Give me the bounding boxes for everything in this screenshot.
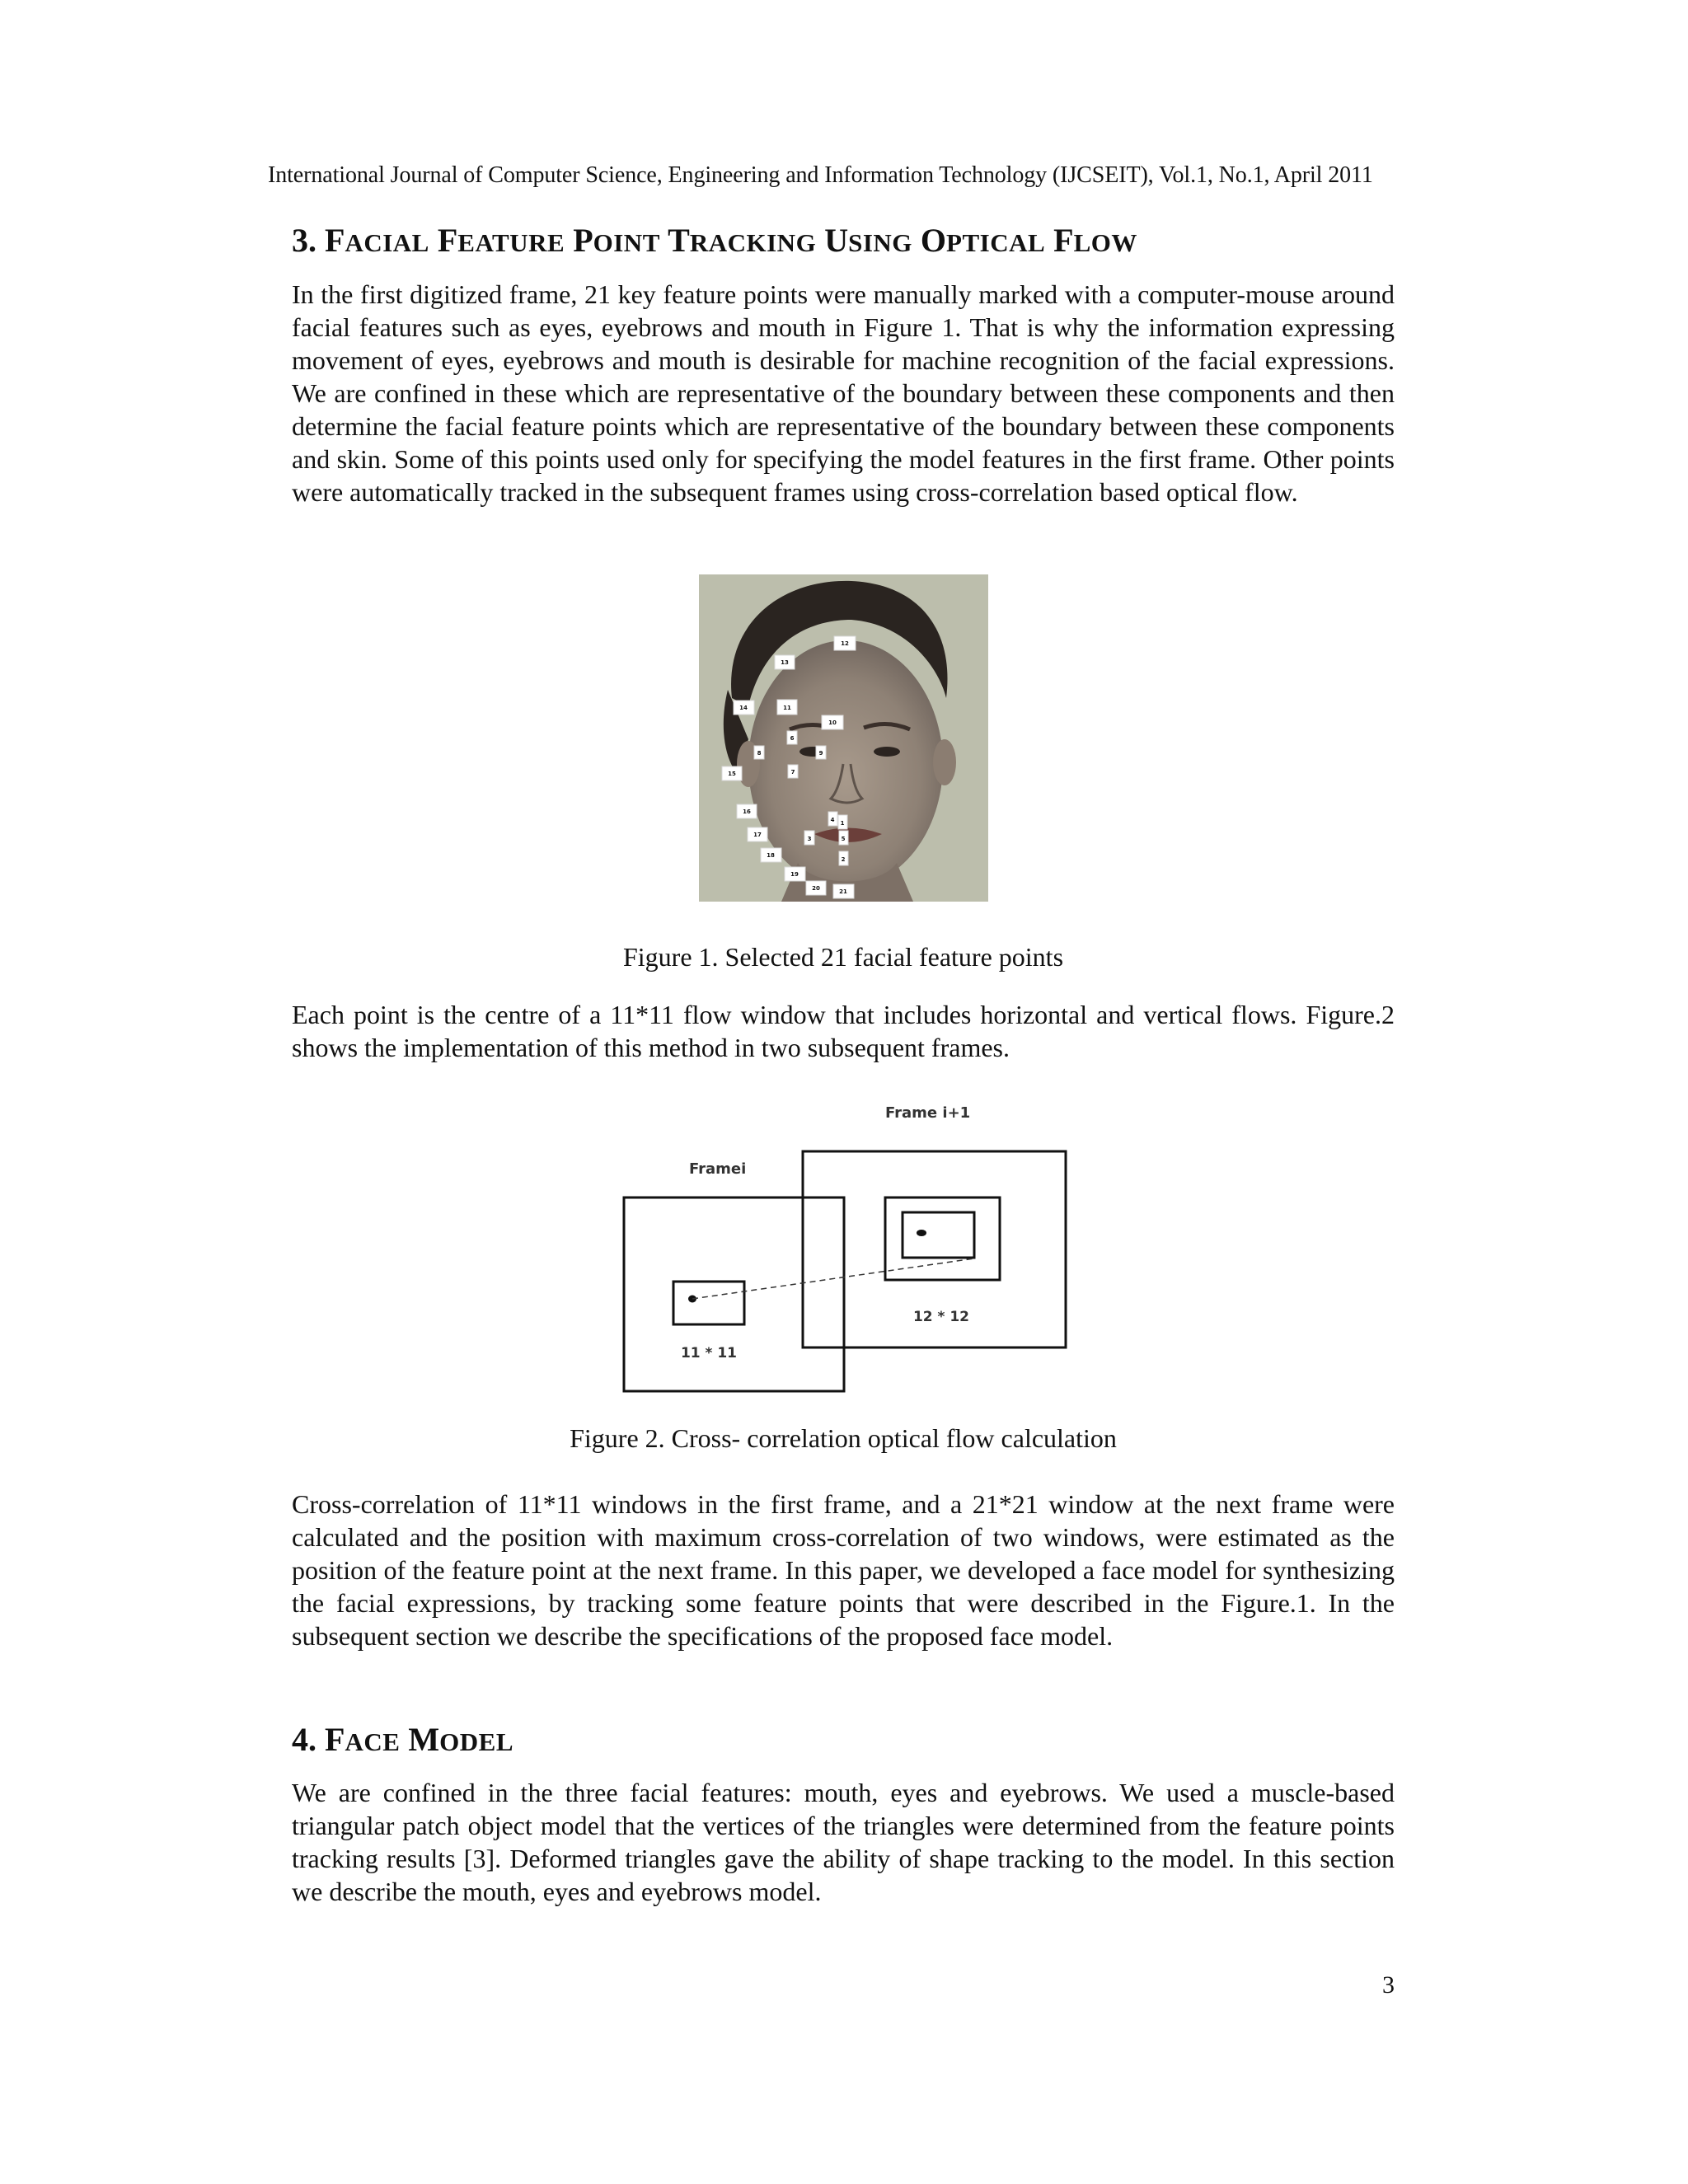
tracked-point-dot [917, 1230, 926, 1236]
svg-text:8: 8 [757, 750, 762, 757]
title-word: MODEL [408, 1721, 514, 1758]
section-3-heading [292, 221, 1137, 260]
section-number: 3. [292, 222, 316, 259]
title-word: FLOW [1053, 222, 1137, 259]
title-word: FEATURE [437, 222, 565, 259]
feature-point-label [748, 827, 767, 841]
svg-text:14: 14 [739, 705, 748, 711]
svg-text:11: 11 [783, 705, 791, 711]
running-head: International Journal of Computer Science, Engineering and Information Technology (IJCSEIT), Vol.1, No.1, April 2011 [268, 162, 1373, 188]
svg-text:21: 21 [839, 888, 847, 895]
svg-text:15: 15 [728, 771, 736, 777]
svg-text:9: 9 [818, 750, 823, 757]
svg-text:16: 16 [743, 808, 751, 815]
svg-text:20: 20 [812, 885, 820, 892]
feature-point-label [834, 636, 856, 650]
svg-text:6: 6 [790, 735, 795, 742]
svg-text:1: 1 [840, 820, 845, 827]
figure-2-diagram [610, 1096, 1071, 1401]
feature-point-label [737, 804, 757, 818]
feature-point-label [822, 715, 843, 729]
svg-text:2: 2 [841, 856, 846, 863]
svg-text:3: 3 [807, 836, 812, 842]
title-word: TRACKING [668, 222, 817, 259]
feature-point-label [734, 701, 754, 715]
svg-text:18: 18 [767, 852, 775, 859]
svg-text:19: 19 [790, 871, 799, 878]
svg-text:13: 13 [781, 659, 789, 666]
window-inner-next [903, 1212, 974, 1258]
feature-point-label [754, 746, 764, 759]
svg-text:5: 5 [841, 836, 846, 842]
figure-1-caption: Figure 1. Selected 21 facial feature points [622, 942, 1064, 972]
svg-text:7: 7 [790, 769, 795, 776]
feature-point-label [722, 766, 742, 780]
feature-point-label [785, 867, 805, 881]
right-eye [874, 747, 900, 757]
feature-point-label [806, 881, 826, 895]
window-11x11 [673, 1282, 744, 1324]
feature-point-label [775, 655, 795, 669]
feature-point-label [828, 812, 837, 826]
feature-point-label [804, 831, 814, 845]
svg-text:12: 12 [841, 640, 849, 647]
title-word: FACE [325, 1721, 401, 1758]
section-number: 4. [292, 1721, 316, 1758]
feature-point-label [839, 851, 848, 865]
frame-i-box [624, 1197, 844, 1391]
feature-point-label [816, 746, 826, 759]
feature-point-label [761, 848, 781, 862]
section-4-heading [292, 1720, 513, 1759]
window-large-label: 12 * 12 [912, 1309, 970, 1325]
right-ear [933, 739, 956, 785]
feature-point-label [788, 765, 798, 778]
body-paragraph: In the first digitized frame, 21 key feature points were manually marked with a computer-mouse around facial features such as eyes, eyebrows and mouth in Figure 1. That is why the information expressing movement of eyes, eyebrows and mouth is desirable for machine recognition of the facial expressions. We are confined in these which are representative of the boundary between these components and then determine the facial feature points which are representative of the boundary between these components and skin. Some of this points used only for specifying the model features in the first frame. Other points were automatically tracked in the subsequent frames using cross-correlation based optical flow. [292, 279, 1395, 507]
svg-text:4: 4 [830, 817, 835, 823]
frame-i-label: Framei [689, 1160, 747, 1178]
svg-text:10: 10 [828, 719, 837, 726]
body-paragraph: Cross-correlation of 11*11 windows in the first frame, and a 21*21 window at the next frame were calculated and the position with maximum cross-correlation of two windows, were estimated as the position of the feature point at the next frame. In this paper, we developed a face model for synthesizing the facial expressions, by tracking some feature points that were described in the Figure.1. In the subsequent section we describe the specifications of the proposed face model. [292, 1489, 1395, 1651]
page-number: 3 [1382, 1971, 1395, 1999]
frame-next-label: Frame i+1 [885, 1104, 971, 1122]
feature-point-label [833, 884, 854, 898]
feature-point-label [777, 700, 797, 715]
title-word: OPTICAL [920, 222, 1046, 259]
figure-2-caption: Figure 2. Cross- correlation optical flow calculation [570, 1423, 1117, 1453]
figure-1-face-image [699, 574, 988, 902]
title-word: POINT [573, 222, 660, 259]
svg-text:17: 17 [753, 832, 762, 838]
feature-point-label [839, 831, 848, 845]
title-word: USING [824, 222, 912, 259]
window-small-label: 11 * 11 [680, 1345, 738, 1361]
feature-point-label [787, 731, 797, 744]
body-paragraph: Each point is the centre of a 11*11 flow window that includes horizontal and vertical flows. Figure.2 shows the implementation of this method in two subsequent frames. [292, 1000, 1395, 1062]
title-word: FACIAL [325, 222, 429, 259]
feature-point-label [838, 815, 847, 829]
body-paragraph: We are confined in the three facial features: mouth, eyes and eyebrows. We used a muscle-based triangular patch object model that the vertices of the triangles were determined from the feature points tracking results [3]. Deformed triangles gave the ability of shape tracking to the model. In this section we describe the mouth, eyes and eyebrows model. [292, 1778, 1395, 1906]
